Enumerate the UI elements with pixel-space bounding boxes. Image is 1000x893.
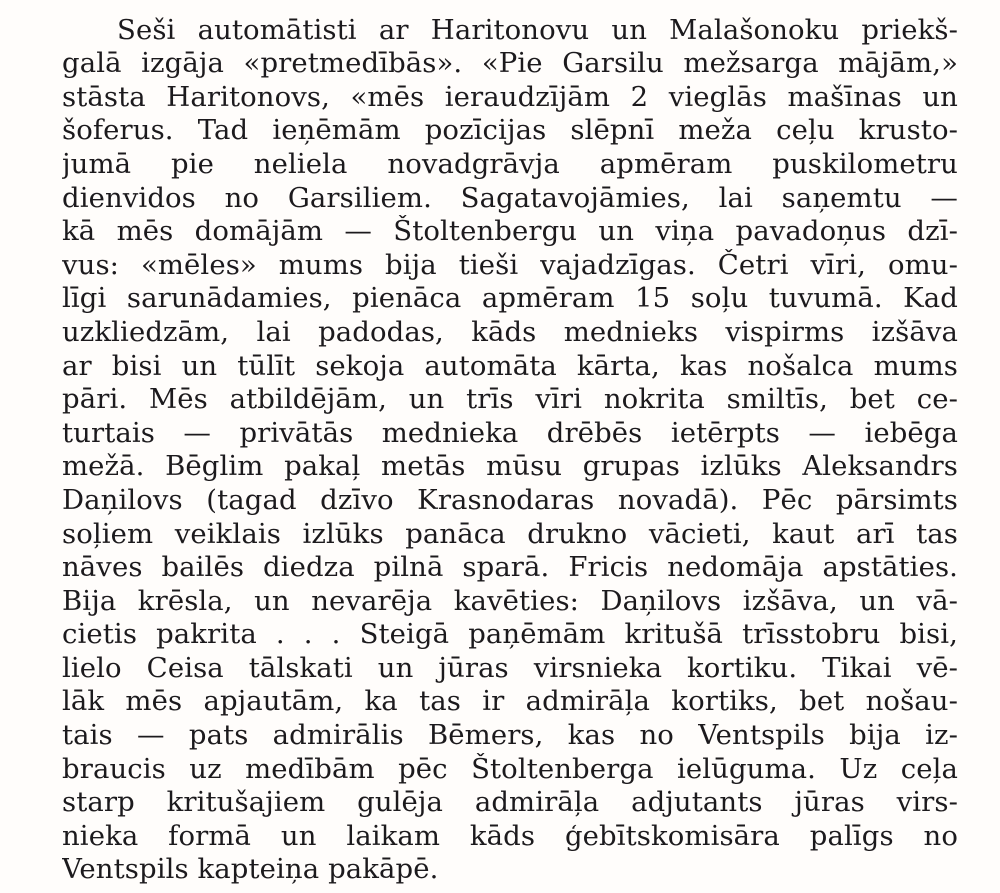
text-line: Daņilovs (tagad dzīvo Krasnodaras novadā). Pēc pārsimts: [62, 483, 958, 516]
text-line: Bija krēsla, un nevarēja kavēties: Daņilovs izšāva, un vā-: [62, 584, 958, 617]
text-line: jumā pie neliela novadgrāvja apmēram puskilometru: [62, 147, 958, 180]
text-line: līgi sarunādamies, pienāca apmēram 15 soļu tuvumā. Kad: [62, 282, 958, 315]
text-line: tais — pats admirālis Bēmers, kas no Ventspils bija iz-: [62, 719, 958, 752]
text-line: mežā. Bēglim pakaļ metās mūsu grupas izlūks Aleksandrs: [62, 450, 958, 483]
text-line: braucis uz medībām pēc Štoltenberga ielūguma. Uz ceļa: [62, 752, 958, 785]
text-line: dienvidos no Garsiliem. Sagatavojāmies, lai saņemtu —: [62, 181, 958, 214]
text-line: Ventspils kapteiņa pakāpē.: [62, 853, 439, 886]
text-line: lāk mēs apjautām, ka tas ir admirāļa kortiks, bet nošau-: [62, 685, 958, 718]
text-line: lielo Ceisa tālskati un jūras virsnieka kortiku. Tikai vē-: [62, 651, 958, 684]
text-line: starp kritušajiem gulēja admirāļa adjutants jūras virs-: [62, 786, 958, 819]
text-line: [62, 0, 958, 14]
text-line: Seši automātisti ar Haritonovu un Malašonoku priekš-: [117, 13, 958, 46]
text-line: šoferus. Tad ieņēmām pozīcijas slēpnī meža ceļu krusto-: [62, 114, 958, 147]
text-line: nieka formā un laikam kāds ģebītskomisāra palīgs no: [62, 819, 958, 852]
text-line: nāves bailēs diedza pilnā sparā. Fricis nedomāja apstāties.: [62, 551, 958, 584]
text-line: galā izgāja «pretmedībās». «Pie Garsilu mežsarga mājām,»: [62, 47, 958, 80]
text-line: cietis pakrita . . . Steigā paņēmām kritušā trīsstobru bisi,: [62, 618, 958, 651]
text-line: kā mēs domājām — Štoltenbergu un viņa pavadoņus dzī-: [62, 215, 958, 248]
text-line: pāri. Mēs atbildējām, un trīs vīri nokrita smiltīs, bet ce-: [62, 383, 958, 416]
text-line: turtais — privātās mednieka drēbēs ietērpts — iebēga: [62, 416, 958, 449]
text-line: vus: «mēles» mums bija tieši vajadzīgas. Četri vīri, omu-: [62, 248, 958, 281]
body-text: [62, 0, 958, 887]
text-line: ar bisi un tūlīt sekoja automāta kārta, kas nošalca mums: [62, 349, 958, 382]
text-line: uzkliedzām, lai padodas, kāds mednieks vispirms izšāva: [62, 315, 958, 348]
text-line: soļiem veiklais izlūks panāca drukno vācieti, kaut arī tas: [62, 517, 958, 550]
text-line: stāsta Haritonovs, «mēs ieraudzījām 2 vieglās mašīnas un: [62, 80, 958, 113]
